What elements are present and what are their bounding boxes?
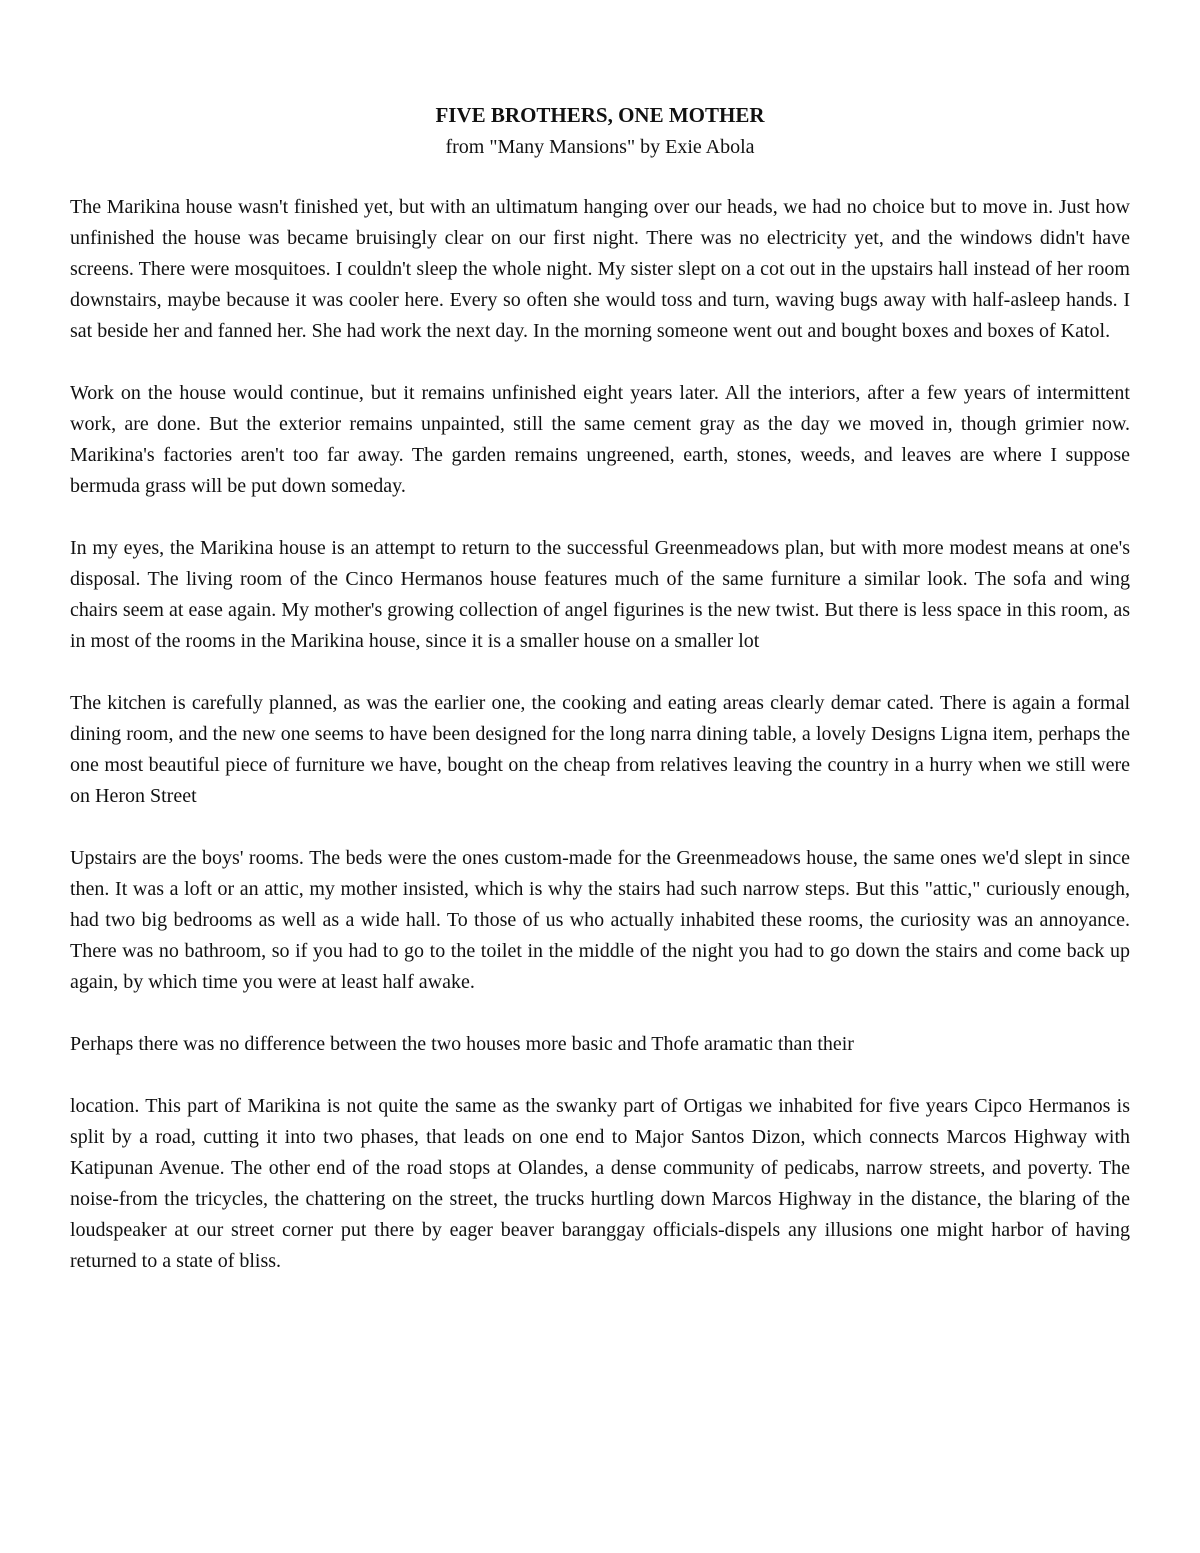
paragraph-kitchen: The kitchen is carefully planned, as was the earlier one, the cooking and eating areas clearly demar cated. There is again a formal dining room, and the new one seems to have been designed for the long narra dining table, a lovely Designs Ligna item, perhaps the one most beautiful piece of furniture we have, bought on the cheap from relatives leaving the country in a hurry when we still were on Heron Street bbox=[70, 692, 1130, 807]
paragraph-living-room: In my eyes, the Marikina house is an attempt to return to the successful Greenmeadows plan, but with more modest means at one's disposal. The living room of the Cinco Hermanos house features much of the same furniture a similar look. The sofa and wing chairs seem at ease again. My mother's growing collection of angel figurines is the new twist. But there is less space in this room, as in most of the rooms in the Marikina house, since it is a smaller house on a smaller lot bbox=[70, 537, 1130, 652]
paragraph-unfinished: Work on the house would continue, but it remains unfinished eight years later. All the interiors, after a few years of intermittent work, are done. But the exterior remains unpainted, still the same cement gray as the day we moved in, though grimier now. Marikina's factories aren't too far away. The garden remains ungreened, earth, stones, weeds, and leaves are where I suppose bermuda grass will be put down someday. bbox=[70, 382, 1130, 497]
document-subtitle: from "Many Mansions" by Exie Abola bbox=[445, 136, 755, 158]
paragraph-move-in: The Marikina house wasn't finished yet, but with an ultimatum hanging over our heads, we had no choice but to move in. Just how unfinished the house was became bruisingly clear on our first night. There was no electricity yet, and the windows didn't have screens. There were mosquitoes. I couldn't sleep the whole night. My sister slept on a cot out in the upstairs hall instead of her room downstairs, maybe because it was cooler here. Every so often she would toss and turn, waving bugs away with half-asleep hands. I sat beside her and fanned her. She had work the next day. In the morning someone went out and bought boxes and boxes of Katol. bbox=[70, 196, 1130, 342]
document-title: FIVE BROTHERS, ONE MOTHER bbox=[435, 103, 765, 127]
paragraph-location: location. This part of Marikina is not quite the same as the swanky part of Ortigas we inhabited for five years Cipco Hermanos is split by a road, cutting it into two phases, that leads on one end to Major Santos Dizon, which connects Marcos Highway with Katipunan Avenue. The other end of the road stops at Olandes, a dense community of pedicabs, narrow streets, and poverty. The noise-from the tricycles, the chattering on the street, the trucks hurtling down Marcos Highway in the distance, the blaring of the loudspeaker at our street corner put there by eager beaver baranggay officials-dispels any illusions one might harbor of having returned to a state of bliss. bbox=[70, 1095, 1130, 1272]
paragraph-upstairs: Upstairs are the boys' rooms. The beds were the ones custom-made for the Greenmeadows house, the same ones we'd slept in since then. It was a loft or an attic, my mother insisted, which is why the stairs had such narrow steps. But this "attic," curiously enough, had two big bedrooms as well as a wide hall. To those of us who actually inhabited these rooms, the curiosity was an annoyance. There was no bathroom, so if you had to go to the toilet in the middle of the night you had to go down the stairs and come back up again, by which time you were at least half awake. bbox=[70, 847, 1130, 993]
paragraph-difference: Perhaps there was no difference between the two houses more basic and Thofe aramatic than their bbox=[70, 1033, 854, 1055]
document-page bbox=[70, 100, 1130, 1277]
